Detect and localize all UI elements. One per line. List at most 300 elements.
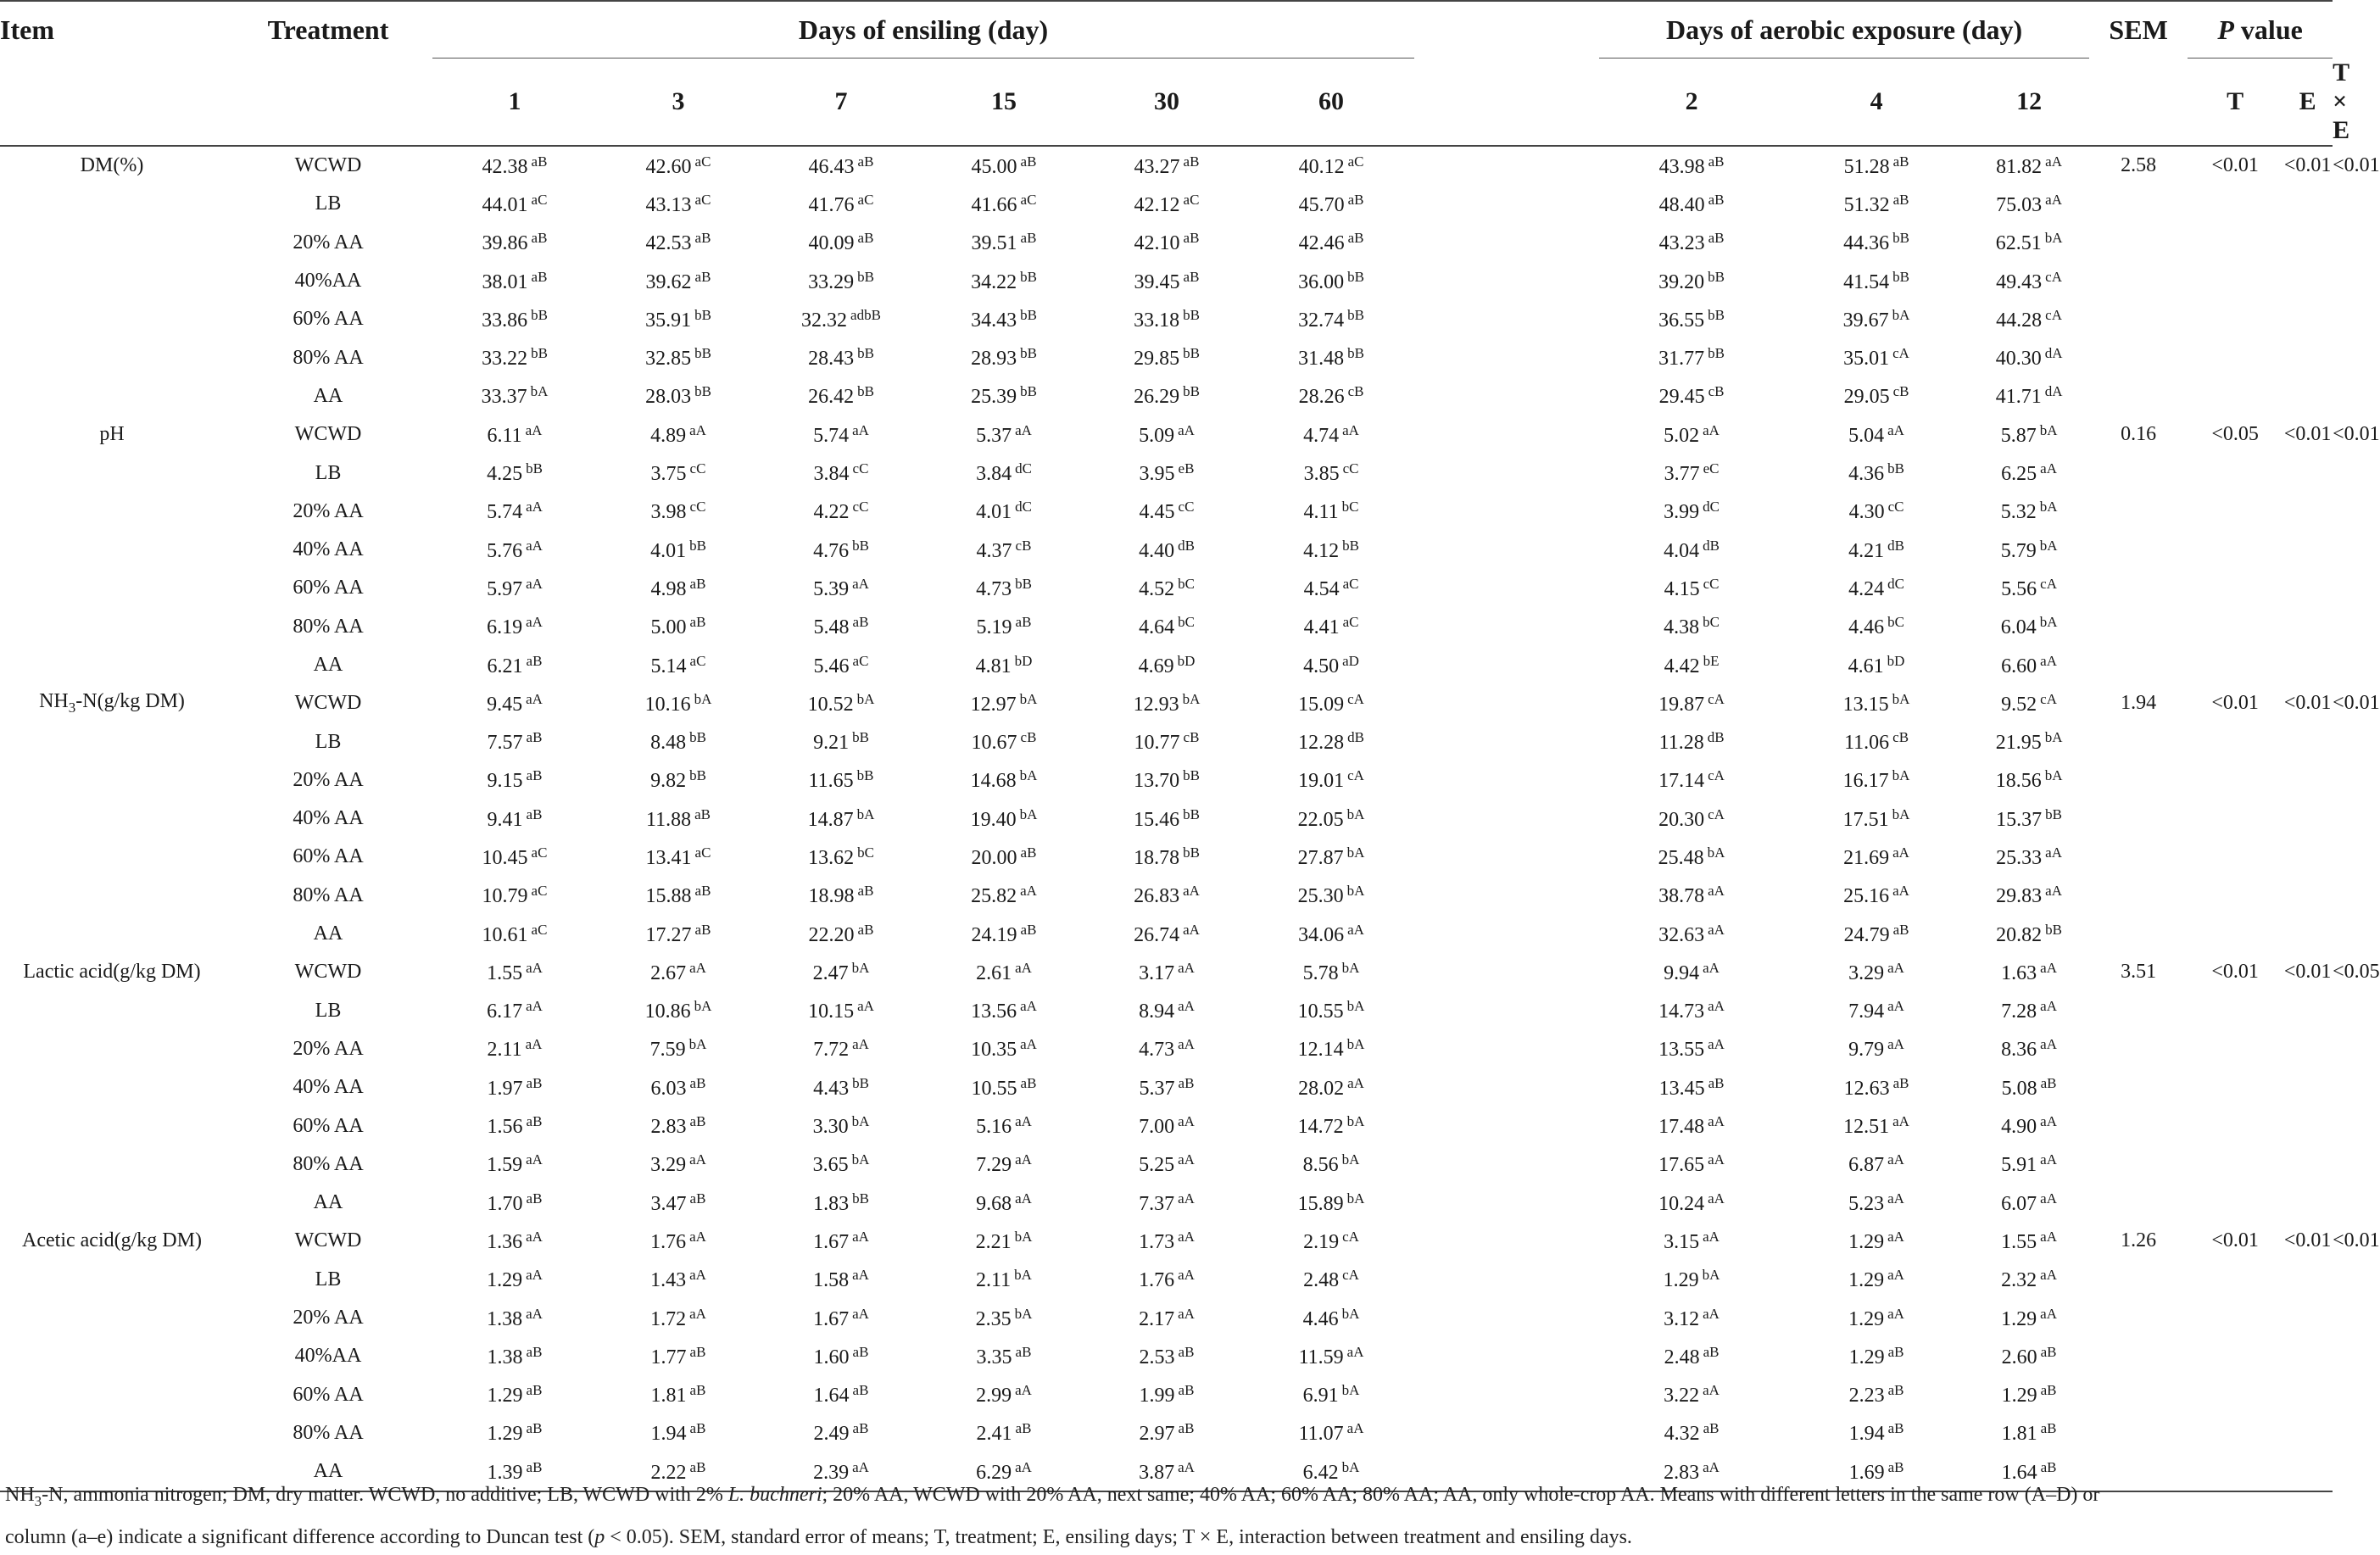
value-letters: bA: [2039, 614, 2058, 631]
spacer-cell: [1414, 1337, 1599, 1375]
value-letters: bD: [1887, 652, 1905, 669]
value-cell: [1599, 953, 1784, 991]
value-letters: bA: [1892, 690, 1910, 707]
value-number: 39.62: [645, 270, 692, 293]
sem-cell: [2089, 569, 2188, 607]
treatment-cell: 60% AA: [293, 308, 364, 331]
value-cell: [1784, 800, 1969, 838]
value-number: 11.07: [1298, 1423, 1344, 1446]
value-cell: [1085, 684, 1248, 722]
p-value-cell: [2188, 1106, 2282, 1145]
value-letters: aA: [1020, 883, 1037, 900]
value-letters: bB: [1020, 383, 1037, 400]
value-number: 1.29: [487, 1423, 523, 1446]
header-day: 1: [432, 59, 597, 147]
p-value-cell: [2188, 1299, 2282, 1337]
value-number: 2.48: [1303, 1269, 1340, 1292]
value-number: 25.82: [971, 885, 1017, 908]
value-cell: [1085, 224, 1248, 262]
value-letters: aA: [852, 1458, 869, 1475]
value-cell: [1784, 1337, 1969, 1375]
value-letters: aB: [526, 1458, 543, 1475]
p-value-cell: [2188, 224, 2282, 262]
value-letters: aC: [694, 191, 711, 208]
value-cell: [1599, 531, 1784, 569]
value-letters: aB: [526, 1420, 543, 1437]
value-cell: [760, 1299, 922, 1337]
value-cell: [760, 1068, 922, 1106]
value-letters: aB: [2040, 1382, 2057, 1399]
value-number: 38.01: [482, 270, 528, 293]
value-cell: [1085, 1068, 1248, 1106]
value-number: 5.08: [2001, 1077, 2037, 1100]
item-cell: [0, 415, 224, 454]
value-cell: [922, 377, 1085, 415]
value-number: 10.55: [1297, 1000, 1344, 1023]
value-number: 4.73: [976, 577, 1012, 600]
value-letters: aA: [1178, 1228, 1195, 1245]
value-cell: [1784, 915, 1969, 953]
value-number: 40.12: [1298, 155, 1345, 178]
value-letters: aB: [1703, 1343, 1720, 1360]
value-number: 32.74: [1298, 309, 1345, 332]
value-letters: bC: [1178, 575, 1195, 592]
value-number: 3.77: [1664, 463, 1700, 486]
value-cell: [1784, 262, 1969, 300]
item-cell: [0, 1414, 224, 1452]
value-letters: bB: [1708, 268, 1725, 285]
value-cell: [1248, 1106, 1414, 1145]
sem-cell: [2089, 722, 2188, 761]
item-cell: [0, 1299, 224, 1337]
value-number: 26.29: [1134, 386, 1180, 409]
value-number: 3.87: [1139, 1461, 1175, 1484]
value-number: 4.32: [1664, 1423, 1700, 1446]
value-letters: aB: [2040, 1074, 2057, 1091]
value-cell: [1599, 415, 1784, 454]
value-cell: [1248, 684, 1414, 722]
value-number: 4.25: [487, 463, 523, 486]
sem-cell: 2.58: [2121, 154, 2157, 177]
value-number: 36.00: [1298, 270, 1345, 293]
p-value-cell: <0.01: [2283, 423, 2332, 446]
value-letters: aA: [1020, 1036, 1037, 1053]
value-letters: cC: [1178, 499, 1195, 516]
value-number: 33.22: [482, 348, 528, 371]
table-row: [0, 608, 2333, 646]
value-letters: bB: [1183, 383, 1200, 400]
value-cell: [597, 877, 760, 915]
value-number: 28.43: [808, 348, 855, 371]
value-number: 17.27: [645, 923, 692, 946]
value-letters: aA: [857, 998, 874, 1015]
value-number: 8.56: [1302, 1154, 1339, 1177]
value-number: 81.82: [1996, 155, 2043, 178]
value-cell: [922, 992, 1085, 1030]
spacer-cell: [1414, 1261, 1599, 1299]
value-letters: aB: [1020, 230, 1037, 247]
value-letters: bB: [857, 345, 874, 362]
treatment-cell: LB: [315, 1268, 342, 1290]
spacer-cell: [1414, 915, 1599, 953]
value-letters: aA: [2040, 1113, 2057, 1130]
value-cell: [597, 1184, 760, 1222]
value-cell: [760, 838, 922, 876]
value-number: 25.30: [1297, 885, 1344, 908]
spacer-cell: [1414, 800, 1599, 838]
value-cell: [1248, 185, 1414, 223]
value-letters: aA: [2040, 1190, 2057, 1207]
value-letters: bA: [1019, 767, 1038, 784]
value-cell: [1599, 377, 1784, 415]
value-letters: aB: [526, 805, 543, 822]
value-letters: dB: [1178, 537, 1195, 554]
value-number: 4.46: [1302, 1307, 1339, 1330]
value-cell: [1969, 569, 2089, 607]
value-number: 4.40: [1139, 539, 1175, 562]
value-letters: aA: [525, 1036, 543, 1053]
value-number: 1.29: [487, 1385, 523, 1407]
value-number: 15.88: [645, 885, 692, 908]
value-number: 4.01: [976, 501, 1012, 524]
value-letters: bA: [1707, 844, 1725, 861]
value-number: 14.87: [807, 808, 854, 831]
value-cell: [1784, 146, 1969, 185]
value-cell: [922, 146, 1085, 185]
value-cell: [760, 415, 922, 454]
value-cell: [922, 1184, 1085, 1222]
value-cell: [432, 1106, 597, 1145]
value-letters: bA: [1341, 1458, 1360, 1475]
value-number: 43.27: [1134, 155, 1180, 178]
value-letters: aA: [1708, 1036, 1725, 1053]
value-number: 29.45: [1658, 386, 1705, 409]
value-number: 14.68: [970, 770, 1017, 793]
sem-cell: [2089, 1376, 2188, 1414]
sem-cell: [2089, 800, 2188, 838]
value-number: 5.19: [976, 616, 1012, 639]
value-number: 6.19: [487, 616, 523, 639]
value-number: 4.22: [813, 501, 850, 524]
value-letters: aA: [2040, 998, 2057, 1015]
value-number: 6.07: [2001, 1192, 2037, 1215]
value-letters: bD: [1014, 652, 1033, 669]
value-cell: [597, 722, 760, 761]
p-value-cell: [2282, 1184, 2333, 1222]
value-cell: [1599, 646, 1784, 684]
value-number: 11.65: [808, 770, 854, 793]
value-cell: [1599, 1376, 1784, 1414]
value-cell: [597, 454, 760, 492]
value-number: 1.72: [650, 1307, 687, 1330]
value-number: 1.64: [2001, 1461, 2037, 1484]
value-number: 1.29: [2001, 1307, 2037, 1330]
value-number: 2.60: [2001, 1346, 2037, 1368]
value-number: 2.53: [1139, 1346, 1175, 1368]
spacer-cell: [1414, 493, 1599, 531]
item-cell: [0, 377, 224, 415]
table-row: [0, 185, 2333, 223]
header-day: 7: [760, 59, 922, 147]
value-number: 16.17: [1842, 770, 1889, 793]
item-cell: [0, 953, 224, 991]
value-letters: aB: [857, 883, 874, 900]
value-cell: [597, 684, 760, 722]
value-number: 18.98: [808, 885, 855, 908]
value-letters: aB: [1183, 153, 1200, 170]
value-letters: bA: [1341, 1151, 1360, 1168]
value-number: 3.12: [1664, 1307, 1700, 1330]
value-cell: [432, 185, 597, 223]
value-number: 7.57: [487, 732, 523, 755]
value-number: 4.98: [650, 577, 687, 600]
value-letters: aA: [2045, 883, 2062, 900]
value-letters: aB: [1183, 268, 1200, 285]
value-number: 6.60: [2001, 655, 2037, 677]
sem-cell: [2089, 185, 2188, 223]
value-letters: aA: [1703, 959, 1720, 976]
treatment-cell: 40% AA: [293, 807, 364, 830]
value-letters: cC: [852, 499, 869, 516]
value-number: 12.63: [1843, 1077, 1890, 1100]
value-cell: [1248, 1184, 1414, 1222]
value-number: 35.91: [645, 309, 692, 332]
value-cell: [1784, 185, 1969, 223]
item-cell: [0, 877, 224, 915]
value-number: 34.22: [971, 270, 1017, 293]
value-cell: [1085, 722, 1248, 761]
value-letters: aA: [1015, 1113, 1032, 1130]
p-value-cell: [2188, 722, 2282, 761]
value-letters: aC: [694, 844, 711, 861]
p-value-cell: <0.01: [2211, 961, 2259, 984]
value-letters: aA: [1178, 1458, 1195, 1475]
value-cell: [597, 1145, 760, 1184]
value-number: 3.35: [976, 1346, 1012, 1368]
sem-cell: [2089, 493, 2188, 531]
value-letters: aA: [1887, 959, 1904, 976]
value-cell: [597, 838, 760, 876]
value-number: 1.83: [813, 1192, 850, 1215]
value-letters: aA: [1015, 1382, 1032, 1399]
value-number: 10.16: [644, 693, 691, 716]
value-letters: aA: [1183, 883, 1200, 900]
value-letters: aC: [531, 921, 548, 938]
value-number: 1.29: [1848, 1346, 1885, 1368]
value-cell: [1784, 1261, 1969, 1299]
value-cell: [1969, 1337, 2089, 1375]
table-row: [0, 761, 2333, 800]
value-letters: aA: [1703, 1228, 1720, 1245]
sem-cell: 1.26: [2121, 1229, 2157, 1252]
value-number: 10.79: [482, 885, 528, 908]
value-cell: [1085, 1414, 1248, 1452]
value-letters: aB: [1015, 1420, 1032, 1437]
p-value-cell: [2282, 646, 2333, 684]
value-letters: aD: [1342, 652, 1359, 669]
treatment-cell: WCWD: [294, 692, 362, 715]
item-cell: [0, 300, 224, 338]
value-number: 2.39: [813, 1461, 850, 1484]
table-row: [0, 1376, 2333, 1414]
value-cell: [1784, 569, 1969, 607]
header-day: 15: [922, 59, 1085, 147]
table-row: [0, 1261, 2333, 1299]
value-cell: [1784, 1145, 1969, 1184]
value-cell: [597, 531, 760, 569]
sem-cell: [2089, 377, 2188, 415]
value-number: 43.98: [1658, 155, 1705, 178]
value-cell: [1085, 454, 1248, 492]
value-number: 25.39: [971, 386, 1017, 409]
value-cell: [922, 761, 1085, 800]
table-row: [0, 1184, 2333, 1222]
value-letters: bA: [1892, 805, 1910, 822]
value-letters: aB: [852, 1343, 869, 1360]
value-number: 5.76: [487, 539, 523, 562]
value-cell: [922, 1337, 1085, 1375]
value-number: 17.65: [1658, 1154, 1705, 1177]
value-letters: aB: [852, 1382, 869, 1399]
value-letters: aC: [689, 652, 706, 669]
value-cell: [597, 1414, 760, 1452]
item-label: Acetic acid(g/kg DM): [22, 1229, 202, 1252]
value-letters: bB: [531, 306, 548, 323]
value-number: 7.94: [1848, 1000, 1885, 1023]
p-value-cell: [2282, 992, 2333, 1030]
p-value-cell: [2188, 262, 2282, 300]
p-value-cell: [2188, 377, 2282, 415]
value-cell: [1784, 1376, 1969, 1414]
value-number: 5.91: [2001, 1154, 2037, 1177]
value-letters: aA: [526, 575, 543, 592]
value-letters: aB: [531, 230, 548, 247]
footnote-text: column (a–e) indicate a significant difference according to Duncan test (: [5, 1525, 595, 1548]
value-cell: [1784, 1222, 1969, 1260]
value-cell: [922, 493, 1085, 531]
value-cell: [1248, 1337, 1414, 1375]
value-number: 1.55: [487, 961, 523, 984]
value-letters: aA: [1178, 998, 1195, 1015]
value-letters: aC: [1020, 191, 1037, 208]
value-letters: dB: [1703, 537, 1720, 554]
value-letters: cA: [1708, 767, 1725, 784]
table-row: [0, 877, 2333, 915]
value-letters: bB: [1708, 345, 1725, 362]
value-letters: aA: [1178, 1305, 1195, 1322]
value-number: 5.00: [650, 616, 687, 639]
p-value-cell: [2282, 454, 2333, 492]
value-letters: aB: [1708, 191, 1725, 208]
treatment-cell: 40% AA: [293, 1076, 364, 1099]
p-value-cell: [2282, 877, 2333, 915]
value-letters: cB: [1347, 383, 1364, 400]
value-cell: [1248, 838, 1414, 876]
treatment-cell: 20% AA: [293, 768, 364, 791]
value-letters: bB: [1020, 268, 1037, 285]
value-cell: [1599, 1414, 1784, 1452]
table-row: [0, 569, 2333, 607]
value-cell: [1248, 761, 1414, 800]
value-cell: [1248, 338, 1414, 376]
value-number: 3.75: [650, 463, 687, 486]
header-item: Item: [0, 14, 54, 45]
value-cell: [432, 953, 597, 991]
value-number: 11.88: [646, 808, 692, 831]
value-cell: [760, 377, 922, 415]
spacer-cell: [1414, 224, 1599, 262]
value-number: 8.94: [1139, 1000, 1175, 1023]
value-cell: [1248, 992, 1414, 1030]
value-letters: aB: [852, 614, 869, 631]
value-letters: aA: [2040, 1036, 2057, 1053]
value-cell: [597, 608, 760, 646]
value-cell: [432, 338, 597, 376]
value-number: 13.45: [1658, 1077, 1705, 1100]
value-cell: [597, 1261, 760, 1299]
value-cell: [1248, 1299, 1414, 1337]
value-number: 17.14: [1658, 770, 1705, 793]
value-number: 5.74: [813, 424, 850, 447]
spacer-cell: [1414, 377, 1599, 415]
value-letters: bA: [1182, 690, 1201, 707]
header-p-t: T: [2188, 59, 2282, 147]
value-number: 29.05: [1843, 386, 1890, 409]
value-letters: aB: [689, 1458, 706, 1475]
value-letters: dC: [1015, 499, 1032, 516]
value-letters: cA: [1347, 767, 1364, 784]
value-number: 3.29: [1848, 961, 1885, 984]
value-letters: bA: [1892, 767, 1910, 784]
value-cell: [432, 262, 597, 300]
value-cell: [1599, 1337, 1784, 1375]
value-cell: [760, 722, 922, 761]
treatment-cell: WCWD: [294, 423, 362, 446]
value-number: 2.47: [812, 961, 849, 984]
value-number: 3.17: [1139, 961, 1175, 984]
value-letters: aC: [1342, 575, 1359, 592]
value-cell: [1599, 915, 1784, 953]
value-cell: [760, 224, 922, 262]
value-cell: [1248, 646, 1414, 684]
value-letters: aA: [1178, 1267, 1195, 1284]
value-letters: aA: [1183, 921, 1200, 938]
value-cell: [760, 608, 922, 646]
value-cell: [1085, 1299, 1248, 1337]
value-letters: aB: [694, 230, 711, 247]
value-letters: aB: [689, 1074, 706, 1091]
value-cell: [1248, 608, 1414, 646]
value-letters: aB: [526, 729, 543, 746]
value-cell: [760, 1261, 922, 1299]
value-number: 6.21: [487, 655, 523, 677]
item-cell: [0, 838, 224, 876]
p-value-cell: [2282, 1299, 2333, 1337]
spacer-cell: [1414, 338, 1599, 376]
value-number: 42.46: [1298, 232, 1345, 255]
p-value-cell: [2282, 1106, 2333, 1145]
value-cell: [597, 338, 760, 376]
table-row: [0, 224, 2333, 262]
value-letters: aA: [526, 1228, 543, 1245]
value-letters: bB: [689, 767, 706, 784]
value-letters: bB: [852, 729, 869, 746]
value-number: 1.43: [650, 1269, 687, 1292]
value-number: 44.01: [482, 193, 528, 216]
value-cell: [922, 569, 1085, 607]
treatment-cell: LB: [315, 461, 342, 484]
table-row: pH WCWD 6.11 $^{aA}$ 4.89 $^{aA}$ 5.74 $^{aA}$ 5.37 $^{aA}$ 5.09 $^{aA}$ 4.74 $^{aA}$ 5.02 $^{aA}$ 5.04 $^{aA}$ 5.87 $^{bA}$ 0.16 <0.05 <0.01 <0.01: [0, 415, 2333, 454]
